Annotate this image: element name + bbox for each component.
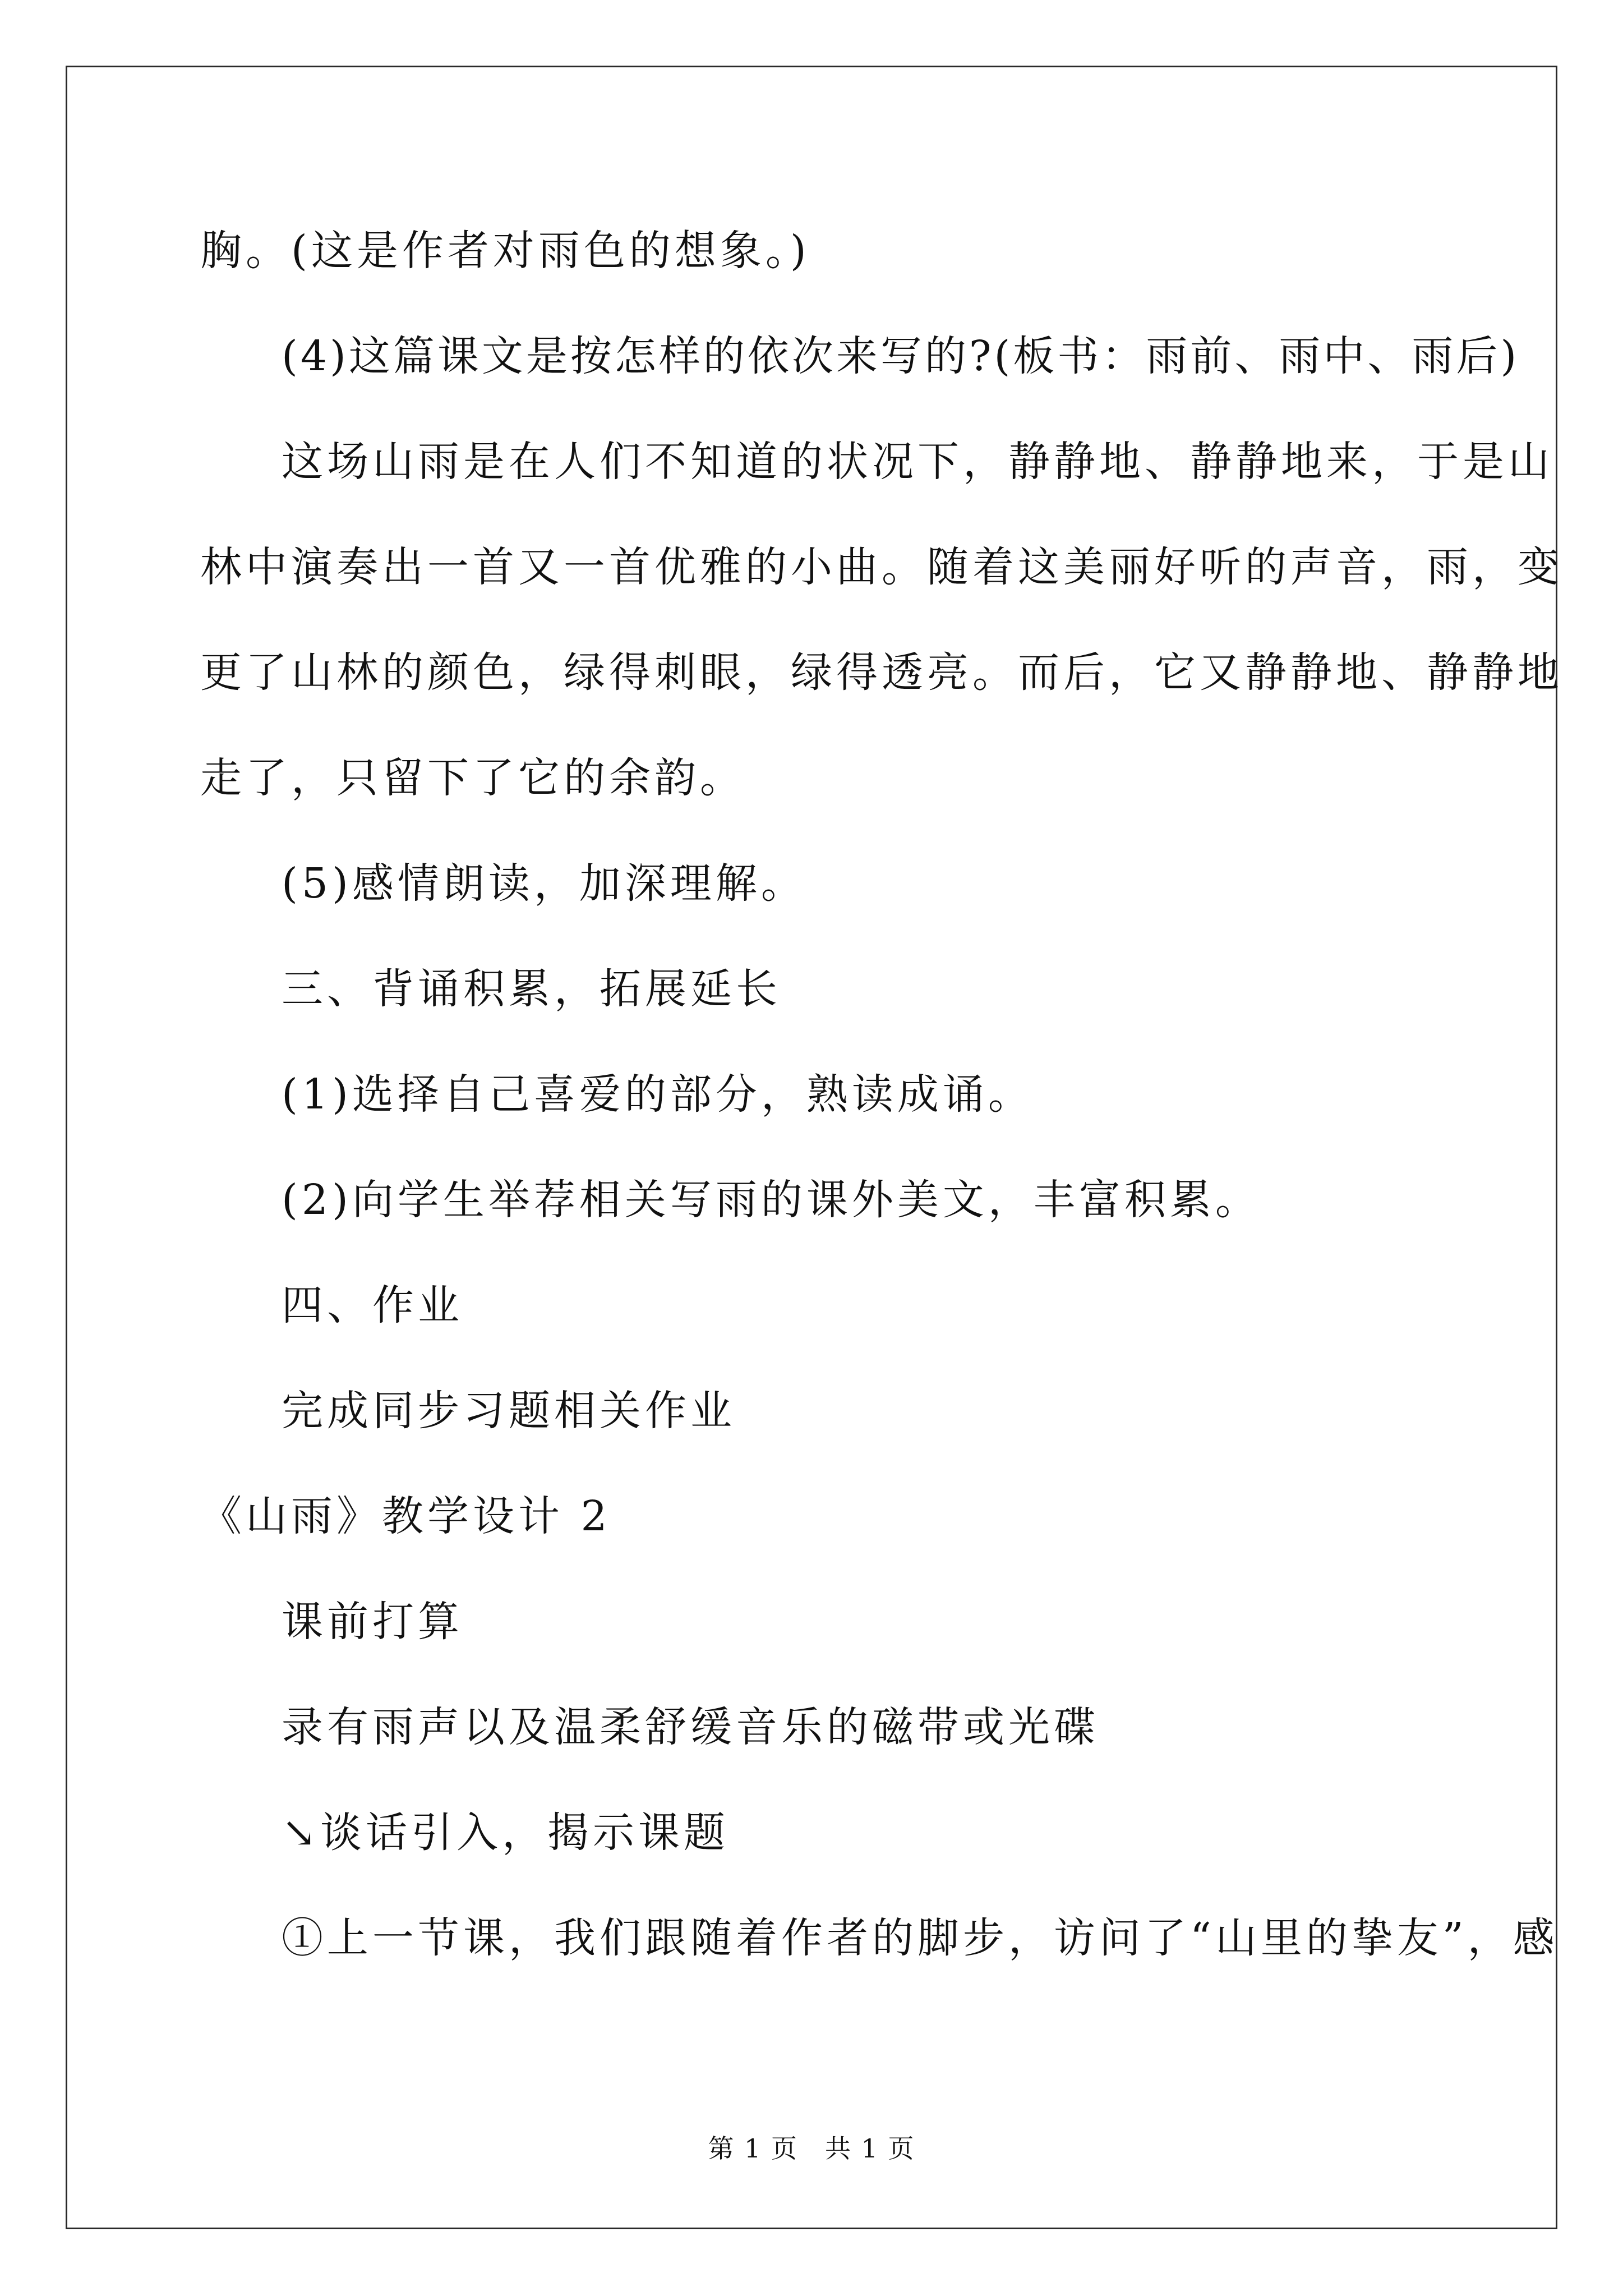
section-heading-4: 四、作业	[282, 1281, 463, 1329]
text-line-14: 课前打算	[282, 1598, 463, 1646]
page-border	[66, 66, 1557, 2229]
text-line-2: (4)这篇课文是按怎样的依次来写的?(板书：雨前、雨中、雨后)	[282, 332, 1520, 380]
text-line-5: 更了山林的颜色，绿得刺眼，绿得透亮。而后，它又静静地、静静地	[200, 648, 1563, 697]
page-number: 第 1 页	[708, 2133, 798, 2164]
page-footer	[0, 2133, 1623, 2164]
text-line-4: 林中演奏出一首又一首优雅的小曲。随着这美丽好听的声音，雨，变	[200, 543, 1563, 591]
text-line-17: ①上一节课，我们跟随着作者的脚步，访问了“山里的挚友”，感	[282, 1914, 1559, 1962]
section-heading-3: 三、背诵积累，拓展延长	[282, 965, 781, 1013]
text-line-12: 完成同步习题相关作业	[282, 1387, 736, 1435]
page-total: 共 1 页	[825, 2133, 915, 2164]
text-line-15: 录有雨声以及温柔舒缓音乐的磁带或光碟	[282, 1703, 1099, 1751]
document-subtitle: 《山雨》教学设计 2	[200, 1492, 611, 1540]
text-line-9: (1)选择自己喜爱的部分，熟读成诵。	[282, 1070, 1034, 1119]
text-line-10: (2)向学生举荐相关写雨的课外美文，丰富积累。	[282, 1176, 1261, 1224]
text-line-3: 这场山雨是在人们不知道的状况下，静静地、静静地来，于是山	[282, 438, 1553, 486]
text-line-16: ↘谈话引入，揭示课题	[282, 1809, 730, 1857]
text-line-1: 胸。(这是作者对雨色的想象。)	[200, 227, 810, 275]
text-line-6: 走了，只留下了它的余韵。	[200, 754, 745, 802]
text-line-7: (5)感情朗读，加深理解。	[282, 859, 806, 908]
